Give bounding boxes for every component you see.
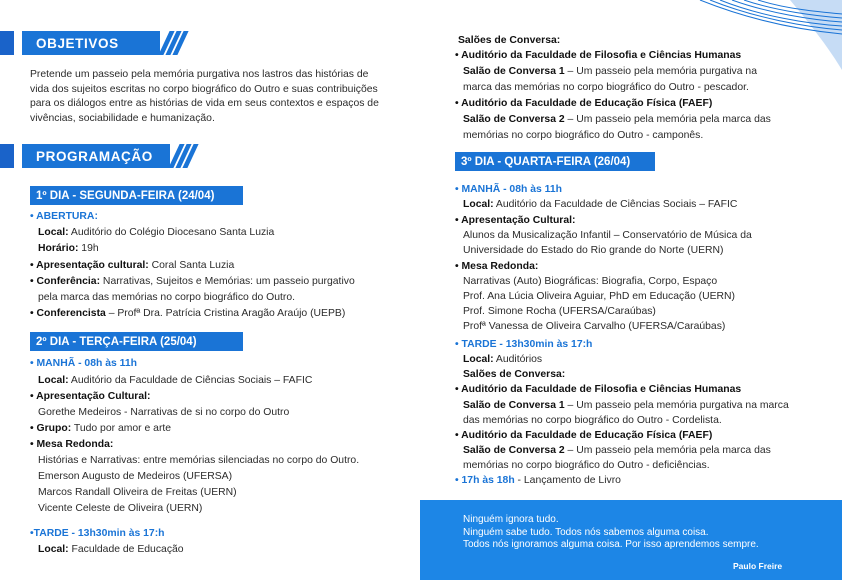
local-label: Local: (38, 375, 69, 386)
day2-mesa-line: Histórias e Narrativas: entre memórias silenciadas no corpo do Outro. (38, 455, 360, 466)
day3-apresentacao-line: Universidade do Estado do Rio grande do Norte (UERN) (463, 245, 724, 256)
objetivos-line: para os diálogos entre as histórias de vida em seus contextos e espaços de (30, 98, 379, 109)
local-value: Auditório da Faculdade de Ciências Sociais – FAFIC (493, 199, 738, 210)
salao2-label: Salão de Conversa 2 (463, 114, 565, 125)
day3-salao1-cont: das memórias no corpo biográfico do Outro - Cordelista. (463, 415, 722, 426)
day3-mesa-label: • Mesa Redonda: (455, 261, 539, 272)
day1-header: 1º DIA - SEGUNDA-FEIRA (24/04) (30, 186, 243, 205)
day3-salao2-line (463, 443, 771, 458)
objetivos-line: vivências, sociabilidade e humanização. (30, 112, 215, 124)
quote-line: Ninguém ignora tudo. (463, 514, 559, 525)
day3-final (455, 473, 621, 488)
grupo-label: • Grupo: (30, 423, 72, 434)
local-value: Auditórios (493, 354, 543, 365)
horario-value: 19h (78, 243, 99, 254)
salao2-label: Salão de Conversa 2 (463, 445, 565, 456)
local-label: Local: (463, 354, 494, 365)
day2-mesa-line: Vicente Celeste de Oliveira (UERN) (38, 503, 203, 514)
day3-header: 3º DIA - QUARTA-FEIRA (26/04) (455, 152, 655, 171)
grupo-value: Tudo por amor e arte (71, 423, 172, 434)
day1-conferencista (30, 306, 345, 321)
auditorio-ffch: • Auditório da Faculdade de Filosofia e Ciências Humanas (455, 50, 742, 61)
section-accent (0, 31, 14, 55)
local-label: Local: (38, 227, 69, 238)
day3-manha: • MANHÃ - 08h às 11h (455, 184, 562, 195)
final-value: - Lançamento de Livro (514, 475, 621, 486)
salao1-label: Salão de Conversa 1 (463, 66, 565, 77)
day2-apresentacao-value: Gorethe Medeiros - Narrativas de si no corpo do Outro (38, 407, 290, 418)
local-value: Auditório do Colégio Diocesano Santa Luzia (68, 227, 275, 238)
day2-tarde: •TARDE - 13h30min às 17:h (30, 528, 165, 539)
objetivos-line: vida dos sujeitos escritas no corpo biográfico do Outro e suas contribuições (30, 83, 378, 95)
day1-conferencia-cont: pela marca das memórias no corpo biográfico do Outro. (38, 292, 296, 303)
day3-auditorio-ffch: • Auditório da Faculdade de Filosofia e Ciências Humanas (455, 384, 742, 395)
day2-manha: • MANHÃ - 08h às 11h (30, 358, 137, 369)
salao1-cont: marca das memórias no corpo biográfico do Outro - pescador. (463, 82, 749, 93)
local-value: Faculdade de Educação (68, 544, 184, 555)
day2-local (38, 373, 312, 388)
day3-tarde: • TARDE - 13h30min às 17:h (455, 339, 593, 350)
salao2-line (463, 112, 771, 127)
local-label: Local: (38, 544, 69, 555)
salao1-value: – Um passeio pela memória purgativa na marca (564, 400, 789, 411)
saloes-label: Salões de Conversa: (458, 35, 561, 46)
conferencia-value: Narrativas, Sujeitos e Memórias: um passeio purgativo (100, 276, 355, 287)
day3-apresentacao-label: • Apresentação Cultural: (455, 215, 576, 226)
day3-mesa-line: Narrativas (Auto) Biográficas: Biografia, Corpo, Espaço (463, 276, 718, 287)
objetivos-line: Pretende um passeio pela memória purgativa nos lastros das histórias de (30, 69, 369, 80)
day3-mesa-line: Prof. Ana Lúcia Oliveira Aguiar, PhD em Educação (UERN) (463, 291, 736, 302)
day2-mesa-label: • Mesa Redonda: (30, 439, 114, 450)
day1-apresentacao (30, 258, 234, 273)
day3-local (463, 197, 737, 212)
day2-mesa-line: Marcos Randall Oliveira de Freitas (UERN) (38, 487, 237, 498)
salao2-value: – Um passeio pela memória pela marca das (564, 114, 771, 125)
programacao-title: PROGRAMAÇÃO (22, 144, 170, 168)
local-value: Auditório da Faculdade de Ciências Sociais – FAFIC (68, 375, 313, 386)
apresentacao-value: Coral Santa Luzia (148, 260, 235, 271)
apresentacao-label: • Apresentação cultural: (30, 260, 149, 271)
day2-tarde-local (38, 542, 184, 557)
conferencista-value: – Profª Dra. Patrícia Cristina Aragão Araújo (UEPB) (105, 308, 346, 319)
horario-label: Horário: (38, 243, 79, 254)
day2-mesa-line: Emerson Augusto de Medeiros (UFERSA) (38, 471, 233, 482)
salao1-label: Salão de Conversa 1 (463, 400, 565, 411)
day3-salao1-line (463, 398, 789, 413)
day3-tarde-local (463, 352, 542, 367)
programacao-header (0, 144, 200, 168)
day2-apresentacao-label: • Apresentação Cultural: (30, 391, 151, 402)
section-stripes (164, 31, 183, 55)
quote-author: Paulo Freire (733, 561, 783, 571)
day3-salao2-cont: memórias no corpo biográfico do Outro - deficiências. (463, 460, 710, 471)
quote-line: Ninguém sabe tudo. Todos nós sabemos alguma coisa. (463, 526, 709, 538)
objetivos-header (0, 31, 190, 55)
salao2-cont: memórias no corpo biográfico do Outro - camponês. (463, 130, 704, 141)
local-label: Local: (463, 199, 494, 210)
objetivos-title: OBJETIVOS (22, 31, 160, 55)
conferencia-label: • Conferência: (30, 276, 101, 287)
quote-line: Todos nós ignoramos alguma coisa. Por isso aprendemos sempre. (463, 539, 759, 550)
section-accent (0, 144, 14, 168)
day2-header: 2º DIA - TERÇA-FEIRA (25/04) (30, 332, 243, 351)
salao2-value: – Um passeio pela memória pela marca das (564, 445, 771, 456)
conferencista-label: • Conferencista (30, 308, 106, 319)
quote-box (420, 500, 842, 580)
salao1-value: – Um passeio pela memória purgativa na (564, 66, 757, 77)
day3-mesa-line: Prof. Simone Rocha (UFERSA/Caraúbas) (463, 306, 656, 317)
day1-conferencia (30, 274, 355, 289)
final-time: • 17h às 18h (455, 475, 515, 486)
day1-horario (38, 241, 99, 256)
day1-local (38, 225, 274, 240)
day3-apresentacao-line: Alunos da Musicalização Infantil – Conservatório de Música da (463, 230, 752, 241)
abertura-label: • ABERTURA: (30, 211, 98, 222)
auditorio-faef: • Auditório da Faculdade de Educação Física (FAEF) (455, 98, 713, 109)
salao1-line (463, 64, 757, 79)
section-stripes (174, 144, 193, 168)
day3-auditorio-faef: • Auditório da Faculdade de Educação Física (FAEF) (455, 430, 713, 441)
day3-saloes-label: Salões de Conversa: (463, 369, 566, 380)
day3-mesa-line: Profª Vanessa de Oliveira Carvalho (UFERSA/Caraúbas) (463, 321, 726, 332)
day2-grupo (30, 421, 171, 436)
